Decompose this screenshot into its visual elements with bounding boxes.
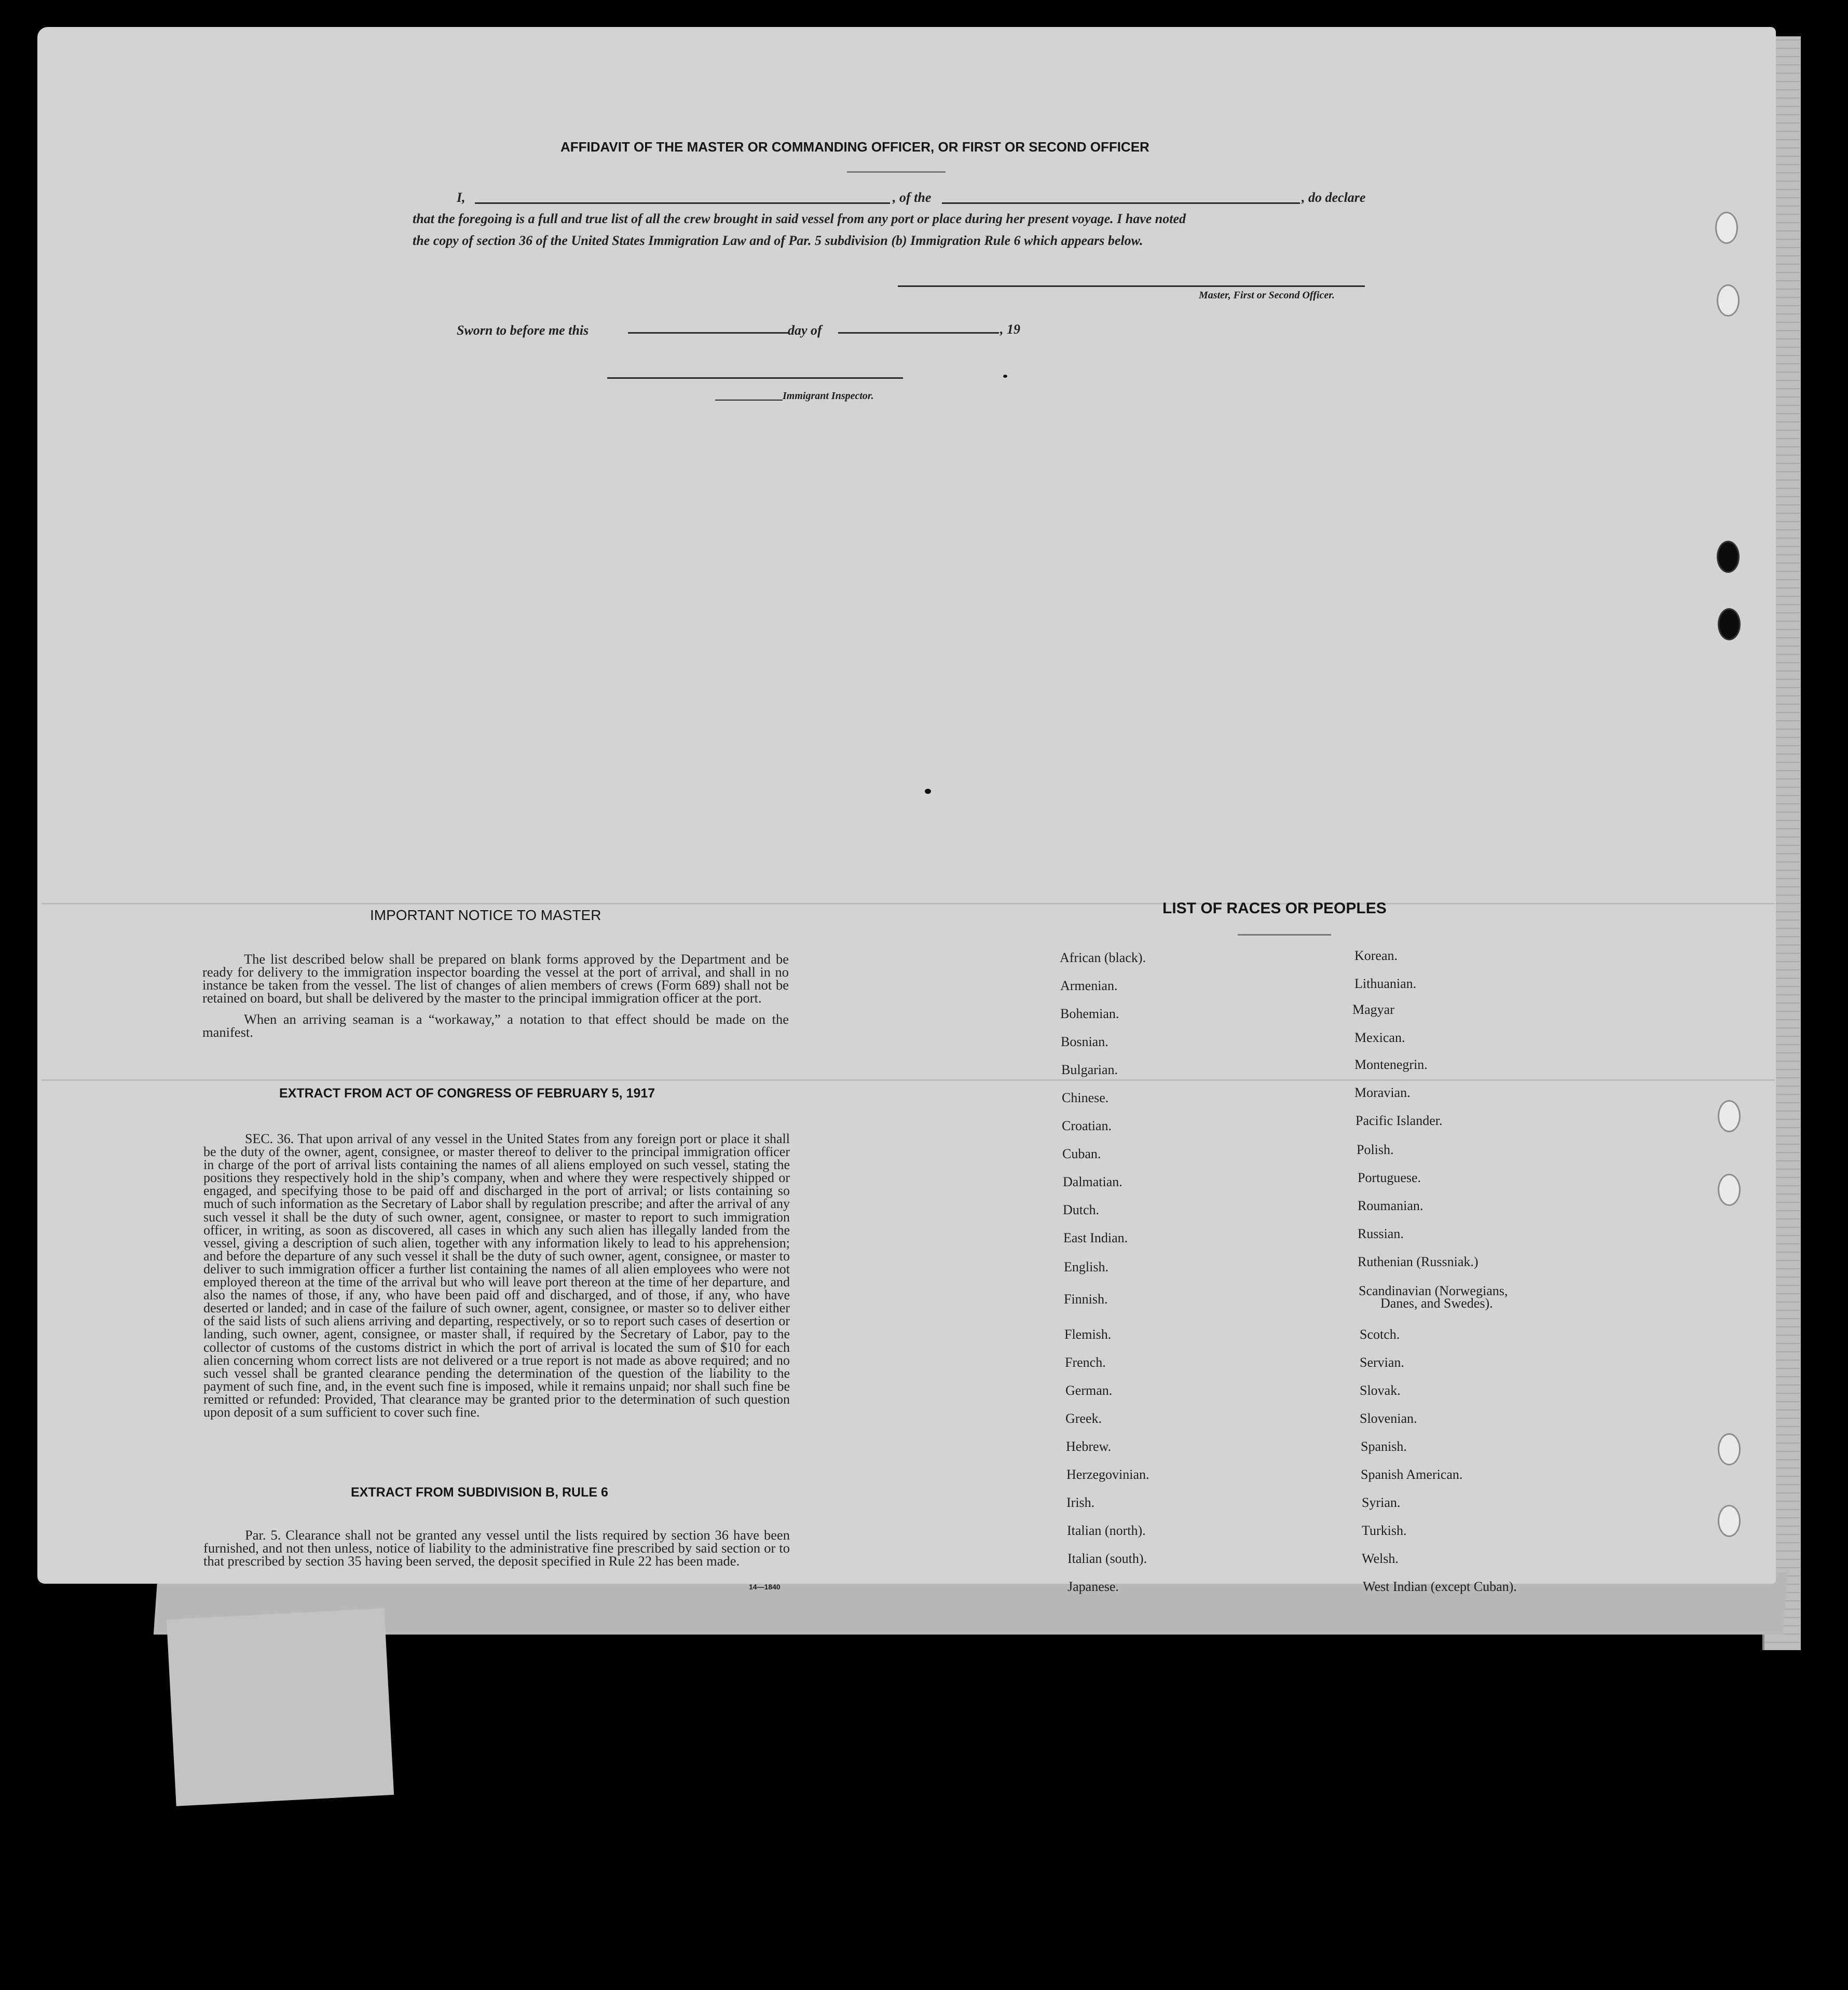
race-item: Spanish. [1361,1439,1407,1454]
race-item: Greek. [1065,1411,1102,1426]
affidavit-title: AFFIDAVIT OF THE MASTER OR COMMANDING OFFICER, OR FIRST OR SECOND OFFICER [560,139,1149,155]
race-item: Italian (south). [1067,1551,1147,1566]
race-item: Danes, and Swedes). [1380,1296,1493,1311]
punch-hole [1718,608,1741,640]
extract-rule-title: EXTRACT FROM SUBDIVISION B, RULE 6 [351,1485,608,1500]
affidavit-line-1-start: I, [457,190,466,205]
race-item: Irish. [1066,1495,1095,1510]
race-item: Herzegovinian. [1066,1467,1149,1482]
race-item: Chinese. [1062,1090,1109,1105]
race-item: Montenegrin. [1354,1057,1428,1072]
notice-paragraph-1: The list described below shall be prepared on blank forms approved by the Department and be ready for delivery to the immigration inspector boarding the vessel at the port of arrival, and shall in no instance be taken from the vessel. The list of changes of alien members of crews (Form 689) shall not be retained on board, but shall be delivered by the master to the principal immigration officer at the port. [202,951,789,1006]
punch-hole [1718,1174,1741,1206]
race-item: Armenian. [1060,978,1118,993]
punch-hole [1718,1505,1741,1537]
name-blank [475,202,890,204]
master-signature-label: Master, First or Second Officer. [1199,290,1335,301]
inspector-label: Immigrant Inspector. [783,390,874,402]
race-item: Finnish. [1064,1292,1108,1307]
sworn-day-blank [628,332,789,334]
race-item: Welsh. [1362,1551,1399,1566]
sworn-day-label: day of [788,323,822,338]
race-item: Lithuanian. [1354,976,1417,991]
race-item: Moravian. [1354,1085,1411,1100]
race-item: Flemish. [1064,1327,1112,1342]
affidavit-line-2: that the foregoing is a full and true list of all the crew brought in said vessel from any port or place during her present voyage. I have noted [413,211,1186,226]
vessel-blank [942,202,1300,204]
extract-act-title: EXTRACT FROM ACT OF CONGRESS OF FEBRUARY 5, 1917 [279,1086,655,1101]
notice-paragraph-2: When an arriving seaman is a “workaway,” a notation to that effect should be made on the manifest. [202,1011,789,1040]
race-item: English. [1064,1259,1108,1274]
race-item: Spanish American. [1361,1467,1463,1482]
divider [1238,934,1331,936]
race-item: West Indian (except Cuban). [1363,1579,1517,1594]
race-item: Scotch. [1360,1327,1400,1342]
ink-speck [925,789,931,794]
sworn-prefix: Sworn to before me this [457,323,589,338]
race-item: Bohemian. [1060,1006,1119,1021]
sworn-year: , 19 [1000,322,1020,337]
master-signature-line [898,285,1365,287]
notice-title: IMPORTANT NOTICE TO MASTER [370,907,601,923]
punch-hole [1718,1100,1741,1132]
race-item: Slovak. [1360,1383,1401,1398]
punch-hole [1715,212,1738,244]
punch-hole [1718,1433,1741,1465]
race-item: Slovenian. [1360,1411,1417,1426]
race-item: Japanese. [1067,1579,1119,1594]
inspector-label-rule [715,400,783,401]
affidavit-line-1-mid: , of the [893,190,932,205]
race-item: Korean. [1354,948,1398,963]
race-item: Dutch. [1063,1202,1100,1217]
race-item: Scandinavian (Norwegians, [1359,1283,1508,1298]
race-item: Hebrew. [1066,1439,1112,1454]
race-item: Mexican. [1354,1030,1405,1045]
race-item: Turkish. [1362,1523,1407,1538]
section-36-text: SEC. 36. That upon arrival of any vessel in the United States from any foreign port or place it shall be the duty of the owner, agent, consignee, or master thereof to deliver to the principal immigration officer in charge of the port of arrival lists containing the names of all aliens employed on such vessel, stating the positions they respectively hold in the ship’s company, when and where they were respectively shipped or engaged, and specifying those to be paid off and discharged in the port of arrival; or lists containing so much of such information as the Secretary of Labor shall by regulation prescribe; and after the arrival of any such vessel it shall be the duty of such owner, agent, consignee, or master to report to such immigration officer, in writing, as soon as discovered, all cases in which any such alien has illegally landed from the vessel, giving a description of such alien, together with any information likely to lead to his apprehension; and before the departure of any such vessel it shall be the duty of such owner, agent, consignee, or master to deliver to such immigration officer a further list containing the names of all alien employees who were not employed thereon at the time of the arrival but who will leave port thereon at the time of her departure, and also the names of those, if any, who have been paid off and discharged, and of those, if any, who have deserted or landed; and in case of the failure of such owner, agent, consignee, or master so to deliver either of the said lists of such aliens arriving and departing, respectively, or so to report such cases of desertion or landing, such owner, agent, consignee, or master shall, if required by the Secretary of Labor, pay to the collector of customs of the customs district in which the port of arrival is located the sum of $10 for each alien concerning whom correct lists are not delivered or a true report is not made as above required; and no such vessel shall be granted clearance pending the determination of the question of the liability to the payment of such fine, and, in the event such fine is imposed, while it remains unpaid; nor shall such fine be remitted or refunded: Provided, That clearance may be granted prior to the determination of such question upon deposit of a sum sufficient to cover such fine. [203,1131,790,1420]
race-item: Servian. [1360,1355,1404,1370]
race-item: Italian (north). [1067,1523,1146,1538]
race-item: Polish. [1357,1142,1394,1157]
race-item: Syrian. [1362,1495,1401,1510]
race-item: Magyar [1352,1002,1394,1017]
race-item: Bosnian. [1061,1034,1108,1049]
race-item: Bulgarian. [1061,1062,1118,1077]
paper-scrap [167,1608,394,1806]
sworn-month-blank [838,332,999,334]
punch-hole [1717,284,1740,317]
race-item: French. [1065,1355,1106,1370]
punch-hole [1717,541,1740,573]
race-item: Croatian. [1062,1118,1112,1133]
race-item: Ruthenian (Russniak.) [1358,1254,1479,1269]
ink-speck [1003,375,1007,378]
paragraph-5-text: Par. 5. Clearance shall not be granted any vessel until the lists required by section 36 have been furnished, and not then unless, notice of liability to the administrative fine prescribed by said section or to that prescribed by section 35 having been served, the deposit specified in Rule 22 has been made. [203,1527,790,1569]
race-item: Roumanian. [1358,1198,1423,1213]
race-item: African (black). [1060,950,1146,965]
fold-line [42,1079,1775,1081]
race-item: German. [1065,1383,1113,1398]
race-item: Portuguese. [1358,1170,1421,1185]
inspector-signature-line [607,377,903,379]
affidavit-line-1-end: , do declare [1302,190,1366,205]
races-title: LIST OF RACES OR PEOPLES [1162,900,1387,917]
divider [847,171,946,173]
race-item: East Indian. [1063,1230,1128,1245]
extract-rule-body [203,1529,790,1568]
fold-line [42,903,1775,904]
notice-body [202,953,789,1039]
race-item: Dalmatian. [1063,1174,1123,1189]
form-number: 14—1840 [749,1583,781,1591]
race-item: Russian. [1358,1226,1404,1241]
race-item: Pacific Islander. [1356,1113,1443,1128]
affidavit-line-3: the copy of section 36 of the United States Immigration Law and of Par. 5 subdivision (b) Immigration Rule 6 which appears below. [413,233,1143,248]
race-item: Cuban. [1062,1146,1101,1161]
extract-act-body [203,1132,790,1419]
